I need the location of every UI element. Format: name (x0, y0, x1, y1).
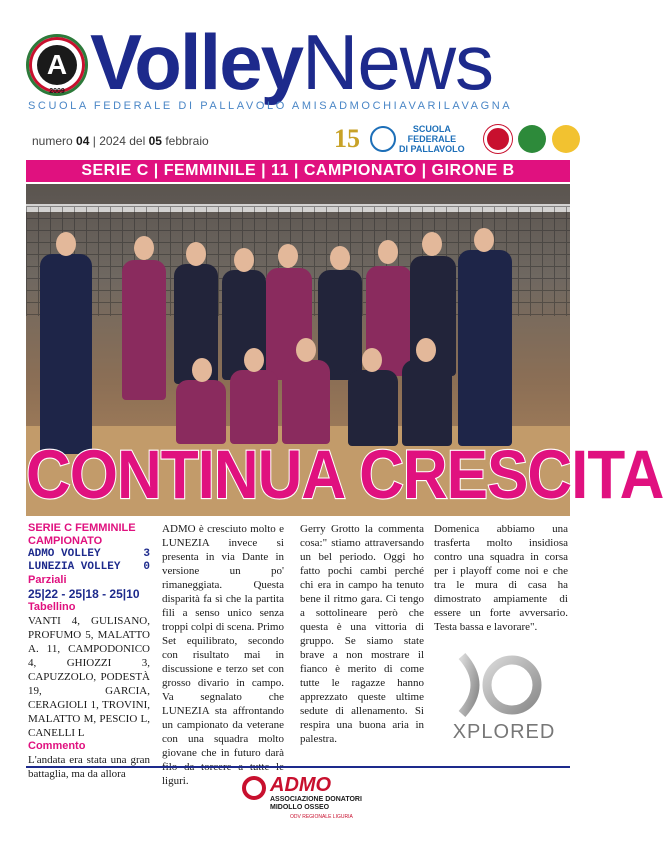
admo-volley-badge-icon (518, 125, 546, 153)
fed-text-3: DI PALLAVOLO (399, 144, 465, 154)
xplored-mark-icon (458, 652, 542, 718)
admo-sub-1: ASSOCIAZIONE DONATORI (270, 796, 362, 803)
masthead-title (90, 18, 494, 106)
article-column-2 (162, 522, 284, 788)
admo-odv: ODV REGIONALE LIGURIA (290, 814, 353, 820)
admo-ring-icon (242, 776, 266, 800)
results-title-1: SERIE C FEMMINILE (28, 522, 136, 534)
fed-text-2: FEDERALE (407, 134, 457, 144)
score-row-away (28, 561, 150, 574)
issue-number: 04 (76, 134, 90, 148)
parziali-label: Parziali (28, 574, 67, 586)
issue-line (32, 134, 209, 148)
xplored-logo (438, 652, 568, 744)
player (122, 260, 166, 400)
scuola-federale-logo (370, 124, 478, 154)
fed-text-1: SCUOLA (412, 124, 451, 134)
xplored-word: XPLORED (452, 721, 556, 743)
masthead-title-volley: Volley (90, 18, 302, 106)
footer-rule (26, 766, 570, 768)
fifteen-years-logo: 15 (334, 124, 360, 153)
volleyball-icon (370, 126, 396, 152)
issue-separator: | (92, 134, 96, 148)
issue-day: 05 (148, 134, 162, 148)
headline: CONTINUA CRESCITA (26, 437, 663, 514)
logo-letter: A (37, 45, 77, 85)
sponsor-badge-red-icon (484, 125, 512, 153)
issue-year: 2024 (99, 134, 126, 148)
article-column-4 (434, 522, 568, 634)
team-home: ADMO VOLLEY (28, 548, 101, 560)
admo-word: ADMO (270, 774, 332, 796)
admo-footer-logo (242, 774, 382, 824)
results-sidebar (28, 522, 150, 781)
score-home: 3 (143, 548, 150, 560)
coach-left (40, 254, 92, 454)
article-text: ADMO è cresciuto molto e LUNEZIA invece si presenta in via Dante in versione un po' rimaneggiata. Questa disparità fa sì che la partita fili a senso unico senza troppi colpi di scena. Primo Set equilibrato, secondo con risultato mai in discussione e terzo set con grosso divario in campo. Va segnalato che LUNEZIA sta affrontando un campionato da veterane con una squadra molto giovane che in futuro darà liguri. (162, 523, 284, 787)
score-row-home (28, 548, 150, 561)
sponsor-badge-yellow-icon (552, 125, 580, 153)
logo-year: 2009 (49, 88, 65, 95)
issue-month: febbraio (165, 134, 209, 148)
issue-numero-label: numero (32, 134, 73, 148)
parziali-values: 25|22 - 25|18 - 25|10 (28, 587, 140, 601)
admo-sub-2: MIDOLLO OSSEO (270, 804, 330, 811)
sponsor-logos (330, 124, 580, 154)
coach-right (458, 250, 512, 446)
amis-admo-logo (26, 34, 88, 96)
results-title-2: CAMPIONATO (28, 535, 103, 547)
article-column-3 (300, 522, 424, 746)
article-text: Gerry Grotto la commenta cosa:" stiamo attraversando un bel periodo. Oggi ho fatto pochi cambi perché chi era in campo ha tenuto bene il ritmo gara. Ci tengo a sottolineare però che questa è una vittoria di gruppo. Se siamo state brave a non mostrare il fianco è merito di come tutte le ragazze hanno apprezzato queste ultime sedute di allenamento. Si respira una buona aria in palestra. (300, 523, 424, 745)
masthead-title-news: News (301, 18, 494, 106)
series-bar: SERIE C | FEMMINILE | 11 | CAMPIONATO | GIRONE B (26, 160, 570, 182)
tabellino-text: VANTI 4, GULISANO, PROFUMO 5, MALATTO A. 11, CAMPODONICO 4, GHIOZZI 3, CAPUZZOLO, PODESTÀ 19, GARCIA, CERAGIOLI 1, TROVINI, MALATTO M, PESCIO L, CANELLI L (28, 615, 150, 739)
tabellino-label: Tabellino (28, 601, 76, 613)
issue-del-label: del (129, 134, 146, 148)
masthead-subtitle: SCUOLA FEDERALE DI PALLAVOLO AMISADMOCHIAVARILAVAGNA (28, 100, 513, 112)
article-text: Domenica abbiamo una trasferta molto insidiosa contro una squadra in corsa per i playoff come noi e che tra le mura di casa ha dimostrato ampiamente di essere un forte avversario. Testa bassa e lavorare". (434, 523, 568, 633)
team-away: LUNEZIA VOLLEY (28, 561, 121, 573)
commento-text: L'andata era stata una gran battaglia, ma da allora (28, 754, 150, 780)
commento-label: Commento (28, 740, 86, 752)
score-away: 0 (143, 561, 150, 573)
